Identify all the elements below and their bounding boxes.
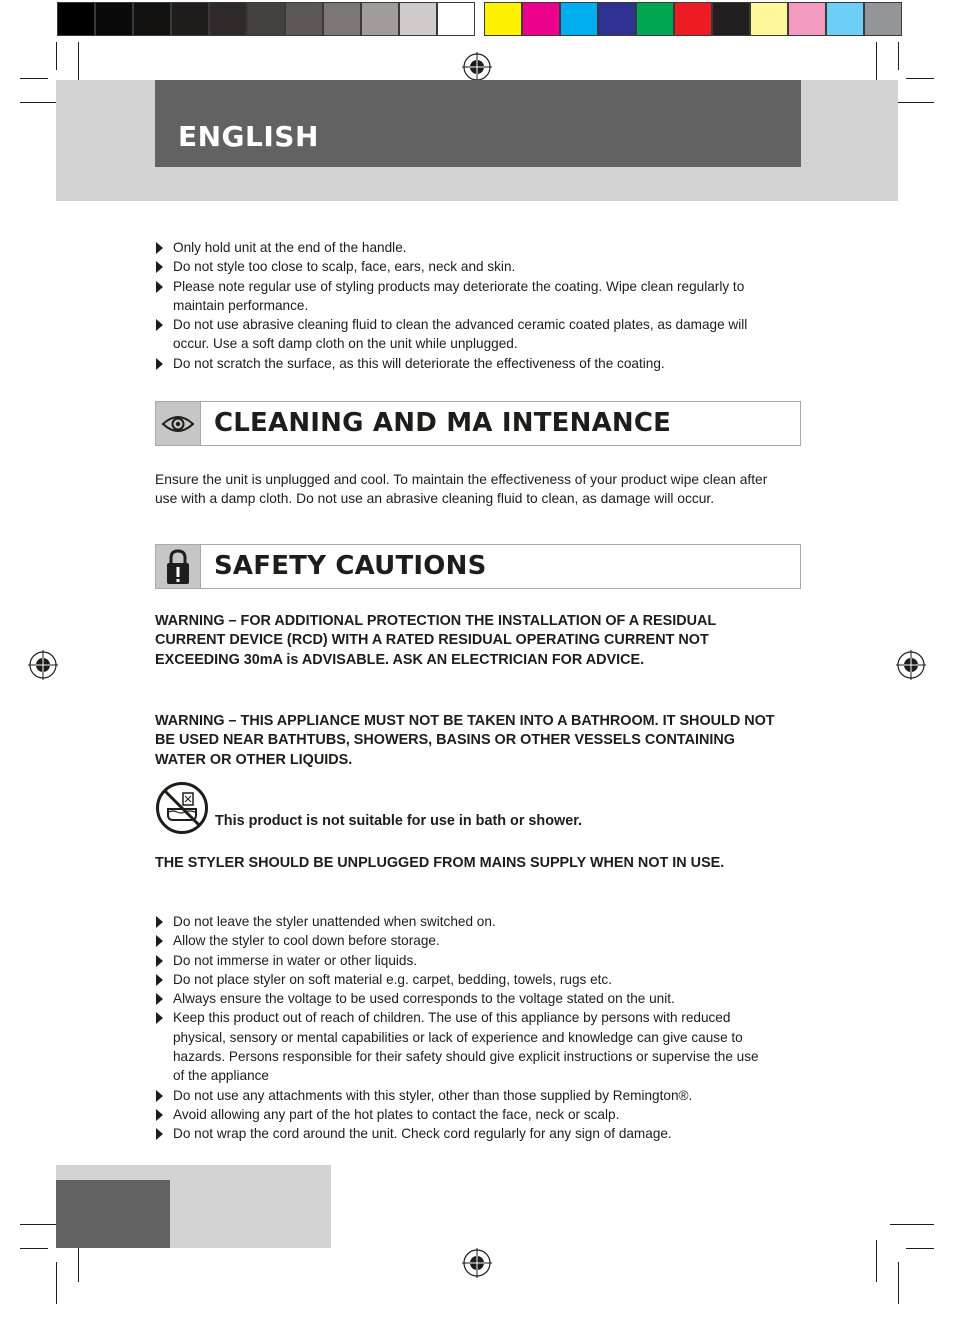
list-item: Please note regular use of styling products may deteriorate the coating. Wipe clean regularly to maintain performance. <box>155 277 775 316</box>
color-swatch <box>399 2 437 36</box>
color-swatch <box>560 2 598 36</box>
triangle-bullet-icon <box>156 955 163 967</box>
crop-mark <box>898 1262 899 1304</box>
triangle-bullet-icon <box>156 935 163 947</box>
triangle-bullet-icon <box>156 916 163 928</box>
color-swatch <box>712 2 750 36</box>
triangle-bullet-icon <box>156 261 163 273</box>
color-swatch <box>484 2 522 36</box>
page-title: ENGLISH <box>178 120 319 153</box>
color-swatch <box>598 2 636 36</box>
color-swatch <box>522 2 560 36</box>
crop-mark <box>906 1248 934 1249</box>
color-swatch <box>750 2 788 36</box>
list-item: Do not use abrasive cleaning fluid to clean the advanced ceramic coated plates, as damage will occur. Use a soft damp cloth on the unit while unplugged. <box>155 315 775 354</box>
crop-mark <box>20 78 48 79</box>
list-item: Always ensure the voltage to be used corresponds to the voltage stated on the unit. <box>155 989 765 1008</box>
color-swatch <box>674 2 712 36</box>
registration-mark-icon <box>896 650 926 680</box>
color-swatch <box>323 2 361 36</box>
crop-mark <box>890 1224 934 1225</box>
list-item: Do not leave the styler unattended when switched on. <box>155 912 765 931</box>
crop-mark <box>56 1262 57 1304</box>
list-item: Do not use any attachments with this styler, other than those supplied by Remington®. <box>155 1086 765 1105</box>
color-swatch <box>788 2 826 36</box>
color-swatch <box>826 2 864 36</box>
color-bar-process <box>484 0 902 38</box>
rcd-warning: WARNING – FOR ADDITIONAL PROTECTION THE INSTALLATION OF A RESIDUAL CURRENT DEVICE (RCD) WITH A RATED RESIDUAL OPERATING CURRENT NOT EXCEEDING 30mA is ADVISABLE. ASK AN ELECTRICIAN FOR ADVICE. <box>155 613 716 668</box>
triangle-bullet-icon <box>156 1090 163 1102</box>
footer-page-tab <box>56 1180 170 1248</box>
triangle-bullet-icon <box>156 1109 163 1121</box>
list-item: Do not scratch the surface, as this will deteriorate the effectiveness of the coating. <box>155 354 775 373</box>
crop-mark <box>898 42 899 70</box>
list-item: Keep this product out of reach of children. The use of this appliance by persons with reduced physical, sensory or mental capabilities or lack of experience and knowledge can give cause to hazards. Persons responsible for their safety should give explicit instructions or supervise the use of the appliance <box>155 1008 765 1085</box>
color-swatch <box>437 2 475 36</box>
crop-mark <box>20 1248 48 1249</box>
color-bar-grays <box>57 0 475 38</box>
color-swatch <box>247 2 285 36</box>
list-item: Do not wrap the cord around the unit. Check cord regularly for any sign of damage. <box>155 1124 765 1143</box>
section-title: CLEANING AND MA INTENANCE <box>214 408 672 438</box>
lock-warning-icon <box>165 548 191 586</box>
section-icon-cell <box>156 402 201 445</box>
color-swatch <box>95 2 133 36</box>
color-swatch <box>285 2 323 36</box>
triangle-bullet-icon <box>156 1128 163 1140</box>
triangle-bullet-icon <box>156 993 163 1005</box>
registration-mark-icon <box>462 1248 492 1278</box>
crop-mark <box>56 42 57 70</box>
list-item: Avoid allowing any part of the hot plates to contact the face, neck or scalp. <box>155 1105 765 1124</box>
list-item: Allow the styler to cool down before storage. <box>155 931 765 950</box>
triangle-bullet-icon <box>156 358 163 370</box>
color-swatch <box>636 2 674 36</box>
triangle-bullet-icon <box>156 1012 163 1024</box>
list-item: Do not style too close to scalp, face, ears, neck and skin. <box>155 257 775 276</box>
cleaning-text: Ensure the unit is unplugged and cool. To maintain the effectiveness of your product wipe clean after use with a damp cloth. Do not use an abrasive cleaning fluid to clean, as damage will occur. <box>155 472 768 507</box>
list-item: Only hold unit at the end of the handle. <box>155 238 775 257</box>
eye-icon <box>161 413 195 435</box>
color-swatch <box>57 2 95 36</box>
unplug-notice: THE STYLER SHOULD BE UNPLUGGED FROM MAINS SUPPLY WHEN NOT IN USE. <box>155 855 725 871</box>
section-title: SAFETY CAUTIONS <box>214 551 487 581</box>
triangle-bullet-icon <box>156 319 163 331</box>
list-item: Do not place styler on soft material e.g. carpet, bedding, towels, rugs etc. <box>155 970 765 989</box>
triangle-bullet-icon <box>156 974 163 986</box>
color-swatch <box>171 2 209 36</box>
cleaning-section-header <box>155 401 801 446</box>
crop-mark <box>906 78 934 79</box>
bathroom-warning: WARNING – THIS APPLIANCE MUST NOT BE TAKEN INTO A BATHROOM. IT SHOULD NOT BE USED NEAR BATHTUBS, SHOWERS, BASINS OR OTHER VESSELS CONTAINING WATER OR OTHER LIQUIDS. <box>155 713 775 768</box>
safety-bullet-list <box>155 912 765 1144</box>
color-swatch <box>361 2 399 36</box>
bath-notice: This product is not suitable for use in bath or shower. <box>215 813 582 829</box>
triangle-bullet-icon <box>156 242 163 254</box>
color-swatch <box>133 2 171 36</box>
list-item: Do not immerse in water or other liquids. <box>155 951 765 970</box>
registration-mark-icon <box>28 650 58 680</box>
safety-section-header <box>155 544 801 589</box>
crop-mark <box>876 1240 877 1282</box>
color-swatch <box>209 2 247 36</box>
triangle-bullet-icon <box>156 281 163 293</box>
color-swatch <box>864 2 902 36</box>
intro-bullet-list <box>155 238 775 373</box>
no-bath-icon <box>155 781 209 835</box>
section-icon-cell <box>156 545 201 588</box>
registration-mark-icon <box>462 52 492 82</box>
